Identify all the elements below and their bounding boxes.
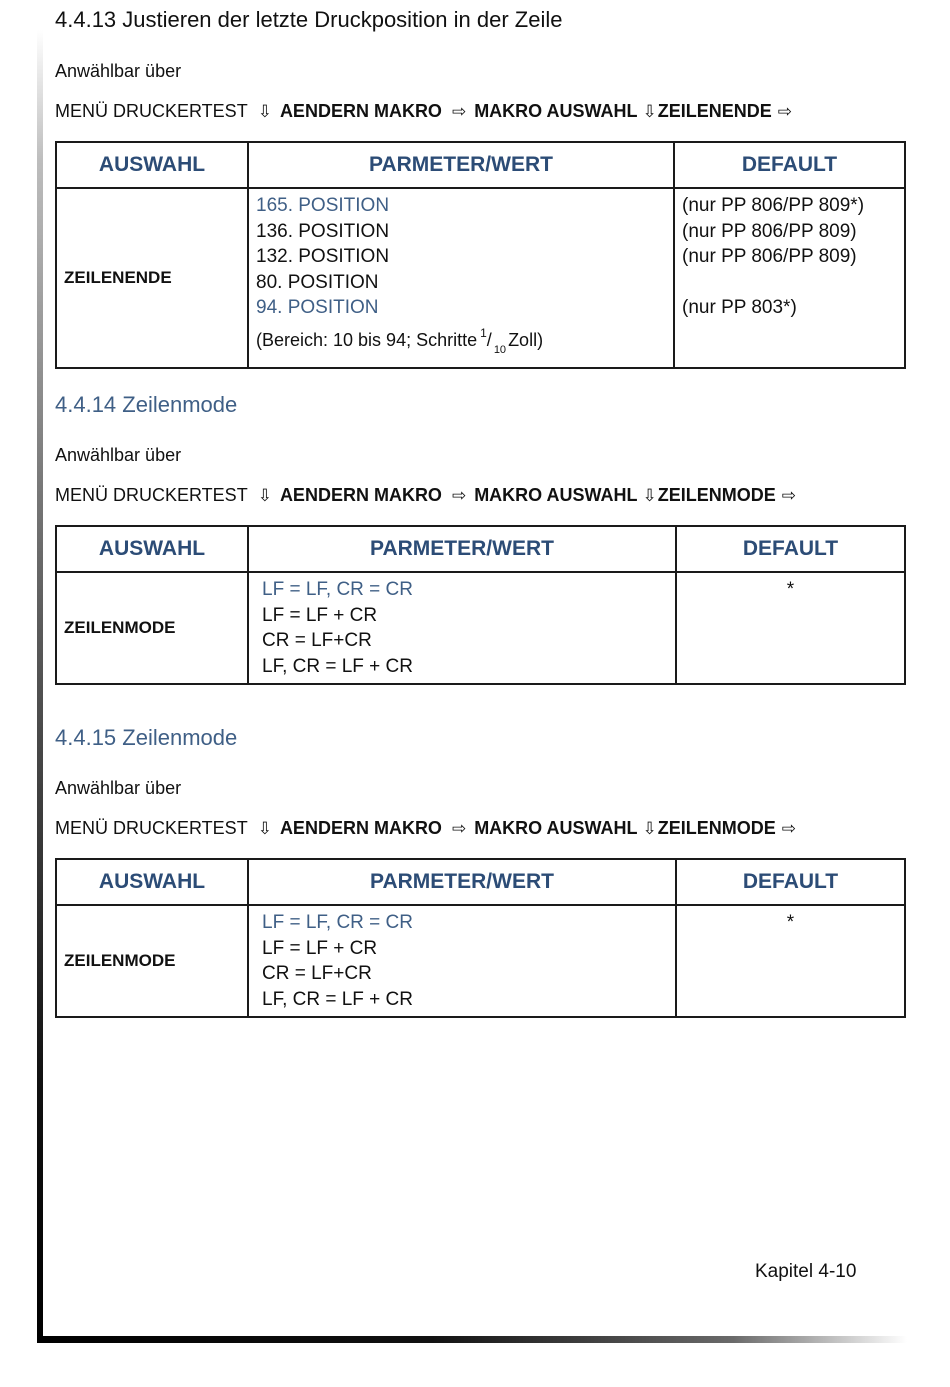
arrow-down-icon: ⇩ bbox=[257, 102, 272, 121]
header-default: DEFAULT bbox=[676, 526, 905, 572]
default-note: (nur PP 806/PP 809*) bbox=[682, 195, 865, 216]
path-step-menu: MENÜ DRUCKERTEST bbox=[55, 818, 248, 838]
reach-label: Anwählbar über bbox=[55, 778, 182, 798]
parameter-cell bbox=[248, 572, 676, 684]
path-step-menu: MENÜ DRUCKERTEST bbox=[55, 101, 248, 121]
arrow-right-icon: ⇨ bbox=[777, 102, 793, 121]
settings-table-zeilenmode bbox=[55, 525, 906, 685]
table-header-row bbox=[56, 142, 905, 188]
value-option: LF = LF + CR bbox=[262, 604, 378, 626]
arrow-down-icon: ⇩ bbox=[257, 486, 272, 505]
path-step-makro-auswahl: MAKRO AUSWAHL bbox=[474, 818, 638, 838]
range-slash: / bbox=[486, 329, 492, 350]
path-step-aendern-makro: AENDERN MAKRO bbox=[279, 101, 442, 121]
value-option: LF = LF, CR = CR bbox=[262, 579, 413, 600]
value-option: CR = LF+CR bbox=[262, 630, 372, 651]
table-row bbox=[56, 905, 905, 1017]
selection-cell: ZEILENENDE bbox=[56, 188, 248, 368]
arrow-right-icon: ⇨ bbox=[781, 819, 797, 838]
arrow-right-icon: ⇨ bbox=[451, 486, 467, 505]
path-step-aendern-makro: AENDERN MAKRO bbox=[279, 485, 442, 505]
value-option: CR = LF+CR bbox=[262, 963, 372, 984]
arrow-down-icon: ⇩ bbox=[642, 486, 657, 505]
menu-path bbox=[55, 818, 804, 839]
range-note bbox=[256, 321, 666, 364]
path-step-menu: MENÜ DRUCKERTEST bbox=[55, 485, 248, 505]
arrow-down-icon: ⇩ bbox=[642, 819, 657, 838]
default-note: (nur PP 803*) bbox=[682, 297, 797, 318]
header-auswahl: AUSWAHL bbox=[56, 142, 248, 188]
settings-table-zeilenende bbox=[55, 141, 906, 369]
section-title-4-4-13: 4.4.13 Justieren der letzte Druckposition in der Zeile bbox=[55, 7, 563, 32]
value-option: 136. POSITION bbox=[256, 220, 390, 242]
range-denominator: 10 bbox=[493, 343, 507, 356]
header-default: DEFAULT bbox=[674, 142, 905, 188]
arrow-right-icon: ⇨ bbox=[781, 486, 797, 505]
menu-path bbox=[55, 485, 804, 506]
header-auswahl: AUSWAHL bbox=[56, 526, 248, 572]
path-step-aendern-makro: AENDERN MAKRO bbox=[279, 818, 442, 838]
parameter-cell bbox=[248, 188, 674, 368]
menu-path bbox=[55, 101, 800, 122]
section-title-4-4-15: 4.4.15 Zeilenmode bbox=[55, 725, 238, 750]
header-parameter: PARMETER/WERT bbox=[248, 142, 674, 188]
value-option: 132. POSITION bbox=[256, 246, 390, 267]
page-bottom-border bbox=[37, 1336, 907, 1343]
reach-label: Anwählbar über bbox=[55, 445, 182, 465]
page-left-border bbox=[37, 30, 43, 1343]
path-step-zeilenmode: ZEILENMODE bbox=[657, 818, 776, 838]
selection-cell: ZEILENMODE bbox=[56, 572, 248, 684]
path-step-makro-auswahl: MAKRO AUSWAHL bbox=[474, 485, 638, 505]
range-prefix: (Bereich: 10 bis 94; Schritte bbox=[256, 329, 478, 350]
header-auswahl: AUSWAHL bbox=[56, 859, 248, 905]
header-parameter: PARMETER/WERT bbox=[248, 526, 676, 572]
parameter-cell bbox=[248, 905, 676, 1017]
default-cell: * bbox=[676, 905, 905, 1017]
default-note bbox=[682, 270, 897, 296]
value-option: LF, CR = LF + CR bbox=[262, 988, 413, 1010]
range-suffix: Zoll) bbox=[508, 329, 544, 350]
default-note: (nur PP 806/PP 809) bbox=[682, 220, 857, 242]
range-numerator: 1 bbox=[480, 325, 487, 340]
selection-cell: ZEILENMODE bbox=[56, 905, 248, 1017]
value-option: 94. POSITION bbox=[256, 297, 379, 318]
value-option: LF, CR = LF + CR bbox=[262, 655, 413, 677]
value-option: 165. POSITION bbox=[256, 195, 390, 216]
arrow-down-icon: ⇩ bbox=[257, 819, 272, 838]
header-parameter: PARMETER/WERT bbox=[248, 859, 676, 905]
default-cell: * bbox=[676, 572, 905, 684]
table-header-row bbox=[56, 526, 905, 572]
arrow-right-icon: ⇨ bbox=[451, 819, 467, 838]
value-option: 80. POSITION bbox=[256, 271, 379, 293]
settings-table-zeilenmode-2 bbox=[55, 858, 906, 1018]
table-row bbox=[56, 572, 905, 684]
reach-label: Anwählbar über bbox=[55, 61, 182, 81]
default-note: (nur PP 806/PP 809) bbox=[682, 246, 857, 267]
page-footer: Kapitel 4-10 bbox=[755, 1261, 857, 1282]
value-option: LF = LF, CR = CR bbox=[262, 912, 413, 933]
path-step-makro-auswahl: MAKRO AUSWAHL bbox=[474, 101, 638, 121]
table-header-row bbox=[56, 859, 905, 905]
path-step-zeilenende: ZEILENENDE bbox=[657, 101, 772, 121]
path-step-zeilenmode: ZEILENMODE bbox=[657, 485, 776, 505]
table-row bbox=[56, 188, 905, 368]
arrow-right-icon: ⇨ bbox=[451, 102, 467, 121]
value-option: LF = LF + CR bbox=[262, 937, 378, 959]
arrow-down-icon: ⇩ bbox=[642, 102, 657, 121]
default-cell bbox=[674, 188, 905, 368]
section-title-4-4-14: 4.4.14 Zeilenmode bbox=[55, 392, 238, 417]
header-default: DEFAULT bbox=[676, 859, 905, 905]
